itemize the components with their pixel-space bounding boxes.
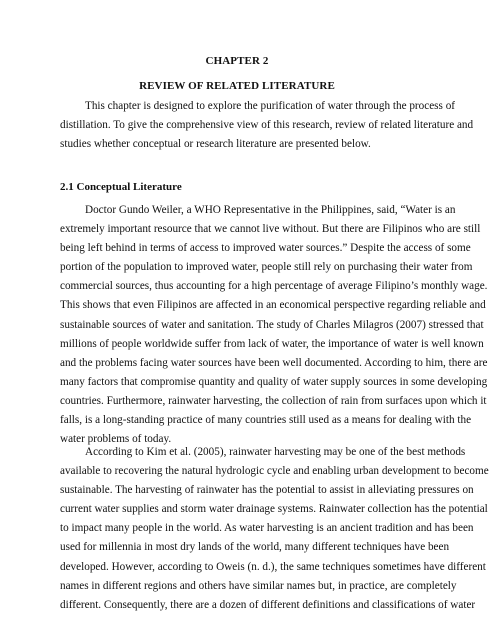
text-line: millions of people worldwide suffer from lack of water, the importance of water is well known xyxy=(60,337,484,350)
text-line: Doctor Gundo Weiler, a WHO Representative in the Philippines, said, “Water is an xyxy=(85,204,456,216)
section-title: 2.1 Conceptual Literature xyxy=(60,181,182,193)
text-line: being left behind in terms of access to improved water sources.” Despite the access of some xyxy=(60,242,471,255)
chapter-heading: CHAPTER 2 xyxy=(205,55,269,67)
text-line: used for millennia in most dry lands of the world, many different techniques have been xyxy=(60,541,450,554)
text-line: commercial sources, thus accounting for a high percentage of average Filipino’s monthly wage. xyxy=(60,280,488,293)
text-line: This chapter is designed to explore the purification of water through the process of xyxy=(85,100,456,112)
text-line: water problems of today. xyxy=(60,433,172,446)
text-line: This shows that even Filipinos are affected in an economical perspective regarding reliable and xyxy=(60,299,486,312)
text-line: many factors that compromise quantity and quality of water supply sources in some developing xyxy=(60,375,488,388)
body-paragraph-1 xyxy=(60,201,488,449)
body-paragraph-2 xyxy=(60,443,489,615)
text-line: different. Consequently, there are a dozen of different definitions and classifications of water xyxy=(60,598,476,611)
text-line: current water supplies and storm water drainage systems. Rainwater collection has the potential xyxy=(60,503,488,516)
text-line: sustainable. The harvesting of rainwater has the potential to assist in alleviating pressures on xyxy=(60,484,474,497)
text-line: available to recovering the natural hydrologic cycle and enabling urban development to become xyxy=(60,465,489,478)
text-line: sustainable sources of water and sanitation. The study of Charles Milagros (2007) stressed that xyxy=(60,318,484,331)
text-line: studies whether conceptual or research literature are presented below. xyxy=(60,138,371,151)
text-line: to impact many people in the world. As water harvesting is an ancient tradition and has been xyxy=(60,522,474,535)
text-line: names in different regions and others have similar names but, in practice, are completely xyxy=(60,579,457,592)
text-line: developed. However, according to Oweis (n. d.), the same techniques sometimes have different xyxy=(60,560,486,573)
text-line: and the problems facing water sources have been well documented. According to him, there are xyxy=(60,356,488,369)
text-line: falls, is a long-standing practice of many countries still used as a means for dealing with the xyxy=(60,414,472,427)
text-line: distillation. To give the comprehensive view of this research, review of related literature and xyxy=(60,119,474,132)
text-line: countries. Furthermore, rainwater harvesting, the collection of rain from surfaces upon which it xyxy=(60,394,487,407)
text-line: According to Kim et al. (2005), rainwater harvesting may be one of the best methods xyxy=(85,446,466,458)
intro-paragraph xyxy=(60,97,474,154)
text-line: portion of the population to improved water, people still rely on purchasing their water from xyxy=(60,261,473,274)
text-line: extremely important resource that we cannot live without. But there are Filipinos who are still xyxy=(60,223,481,236)
chapter-title: REVIEW OF RELATED LITERATURE xyxy=(139,80,335,92)
